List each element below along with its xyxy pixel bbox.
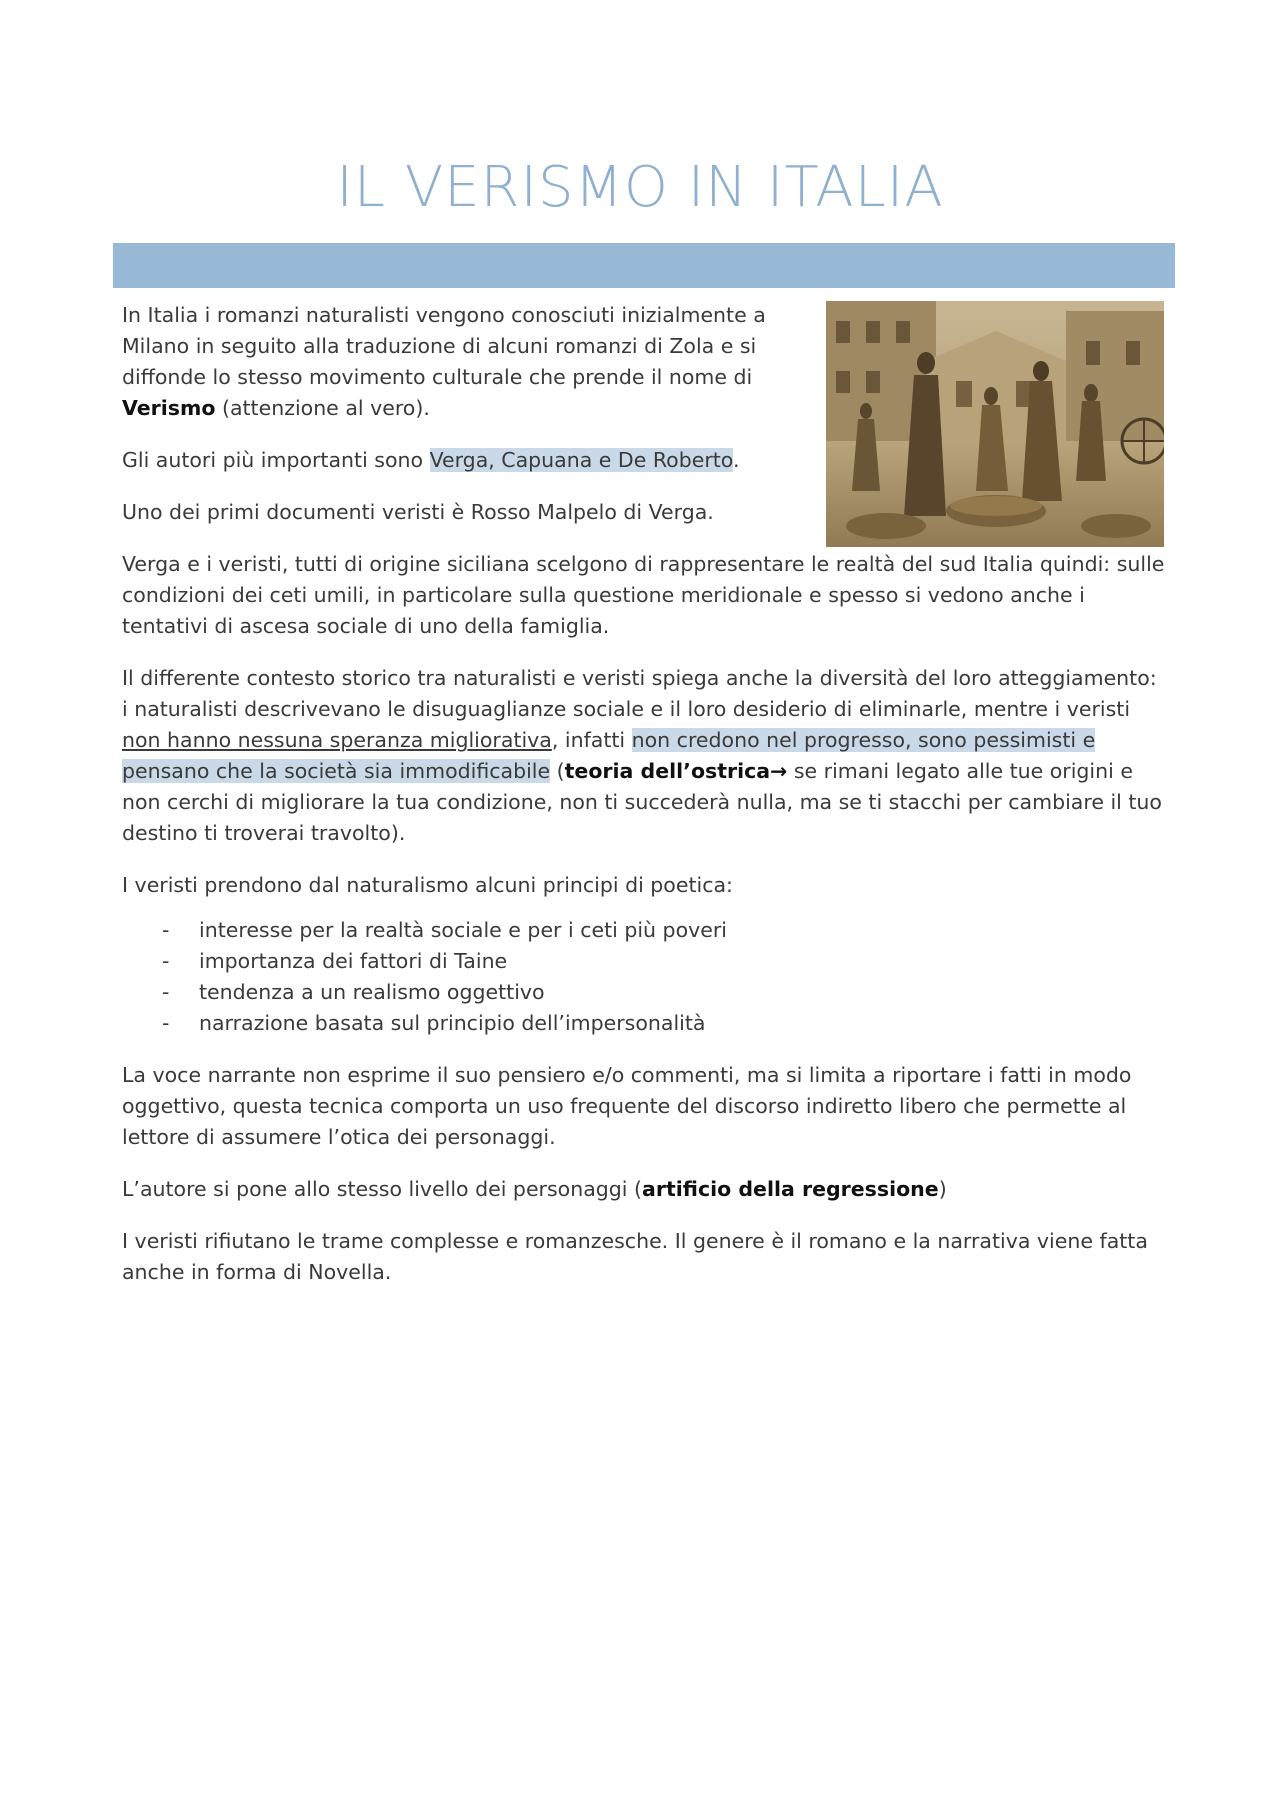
verismo-term: Verismo: [122, 396, 216, 420]
context-text-2: , infatti: [551, 728, 632, 752]
principles-intro: I veristi prendono dal naturalismo alcuni principi di poetica:: [122, 873, 733, 897]
author-paragraph: [122, 1174, 1168, 1205]
verga-paragraph: Verga e i veristi, tutti di origine siciliana scelgono di rappresentare le realtà del sud Italia quindi: sulle condizioni dei ceti umili, in particolare sulla questione meridionale e spesso si vedono anche i tentativi di ascesa sociale di uno della famiglia.: [122, 552, 1165, 638]
context-underline: non hanno nessuna speranza migliorativa: [122, 728, 552, 752]
list-item: [122, 915, 1168, 946]
intro-paragraph: [122, 300, 782, 424]
intro-text: In Italia i romanzi naturalisti vengono conosciuti inizialmente a Milano in seguito alla traduzione di alcuni romanzi di Zola e si diffonde lo stesso movimento culturale che prende il nome di: [122, 303, 766, 389]
intro-text-end: (attenzione al vero).: [215, 396, 430, 420]
context-paragraph: [122, 663, 1168, 849]
dash-bullet: -: [162, 980, 170, 1004]
list-item-text: interesse per la realtà sociale e per i ceti più poveri: [199, 918, 727, 942]
arrow-right-icon: →: [770, 759, 788, 783]
context-text-4: se rimani legato alle tue origini e non cerchi di migliorare la tua condizione, non ti succederà nulla, ma se ti stacchi per cambiare il tuo destino ti troverai travolto).: [122, 759, 1162, 845]
regression-term: artificio della regressione: [642, 1177, 939, 1201]
dash-bullet: -: [162, 1011, 170, 1035]
list-item: [122, 946, 1168, 977]
authors-text-end: .: [732, 448, 740, 472]
author-text: L’autore si pone allo stesso livello dei personaggi (: [122, 1177, 642, 1201]
principles-list: [122, 915, 1168, 1039]
list-item-text: tendenza a un realismo oggettivo: [199, 980, 545, 1004]
closing-paragraph: I veristi rifiutano le trame complesse e romanzesche. Il genere è il romano e la narrativa viene fatta anche in forma di Novella.: [122, 1229, 1148, 1284]
first-document-paragraph: Uno dei primi documenti veristi è Rosso Malpelo di Verga.: [122, 500, 714, 524]
page-title: IL VERISMO IN ITALIA: [336, 155, 944, 220]
list-item-text: narrazione basata sul principio dell’impersonalità: [199, 1011, 706, 1035]
authors-highlight: Verga, Capuana e De Roberto: [429, 448, 733, 472]
dash-bullet: -: [162, 918, 170, 942]
article-body: [122, 300, 1168, 1309]
author-text-end: ): [938, 1177, 947, 1201]
list-item-text: importanza dei fattori di Taine: [199, 949, 508, 973]
list-item: [122, 977, 1168, 1008]
list-item: [122, 1008, 1168, 1039]
authors-paragraph: [122, 445, 782, 476]
context-text: Il differente contesto storico tra naturalisti e veristi spiega anche la diversità del loro atteggiamento: i naturalisti descrivevano le disuguaglianze sociale e il loro desiderio di eliminarle, mentre i veristi: [122, 666, 1157, 721]
oyster-theory-term: teoria dell’ostrica: [564, 759, 771, 783]
context-text-3: (: [550, 759, 565, 783]
title-band: [113, 243, 1175, 288]
dash-bullet: -: [162, 949, 170, 973]
authors-text: Gli autori più importanti sono: [122, 448, 430, 472]
context-highlight: non credono nel progresso, sono pessimisti e pensano che la società sia immodificabile: [122, 728, 1096, 783]
narrator-paragraph: La voce narrante non esprime il suo pensiero e/o commenti, ma si limita a riportare i fatti in modo oggettivo, questa tecnica comporta un uso frequente del discorso indiretto libero che permette al lettore di assumere l’otica dei personaggi.: [122, 1063, 1132, 1149]
